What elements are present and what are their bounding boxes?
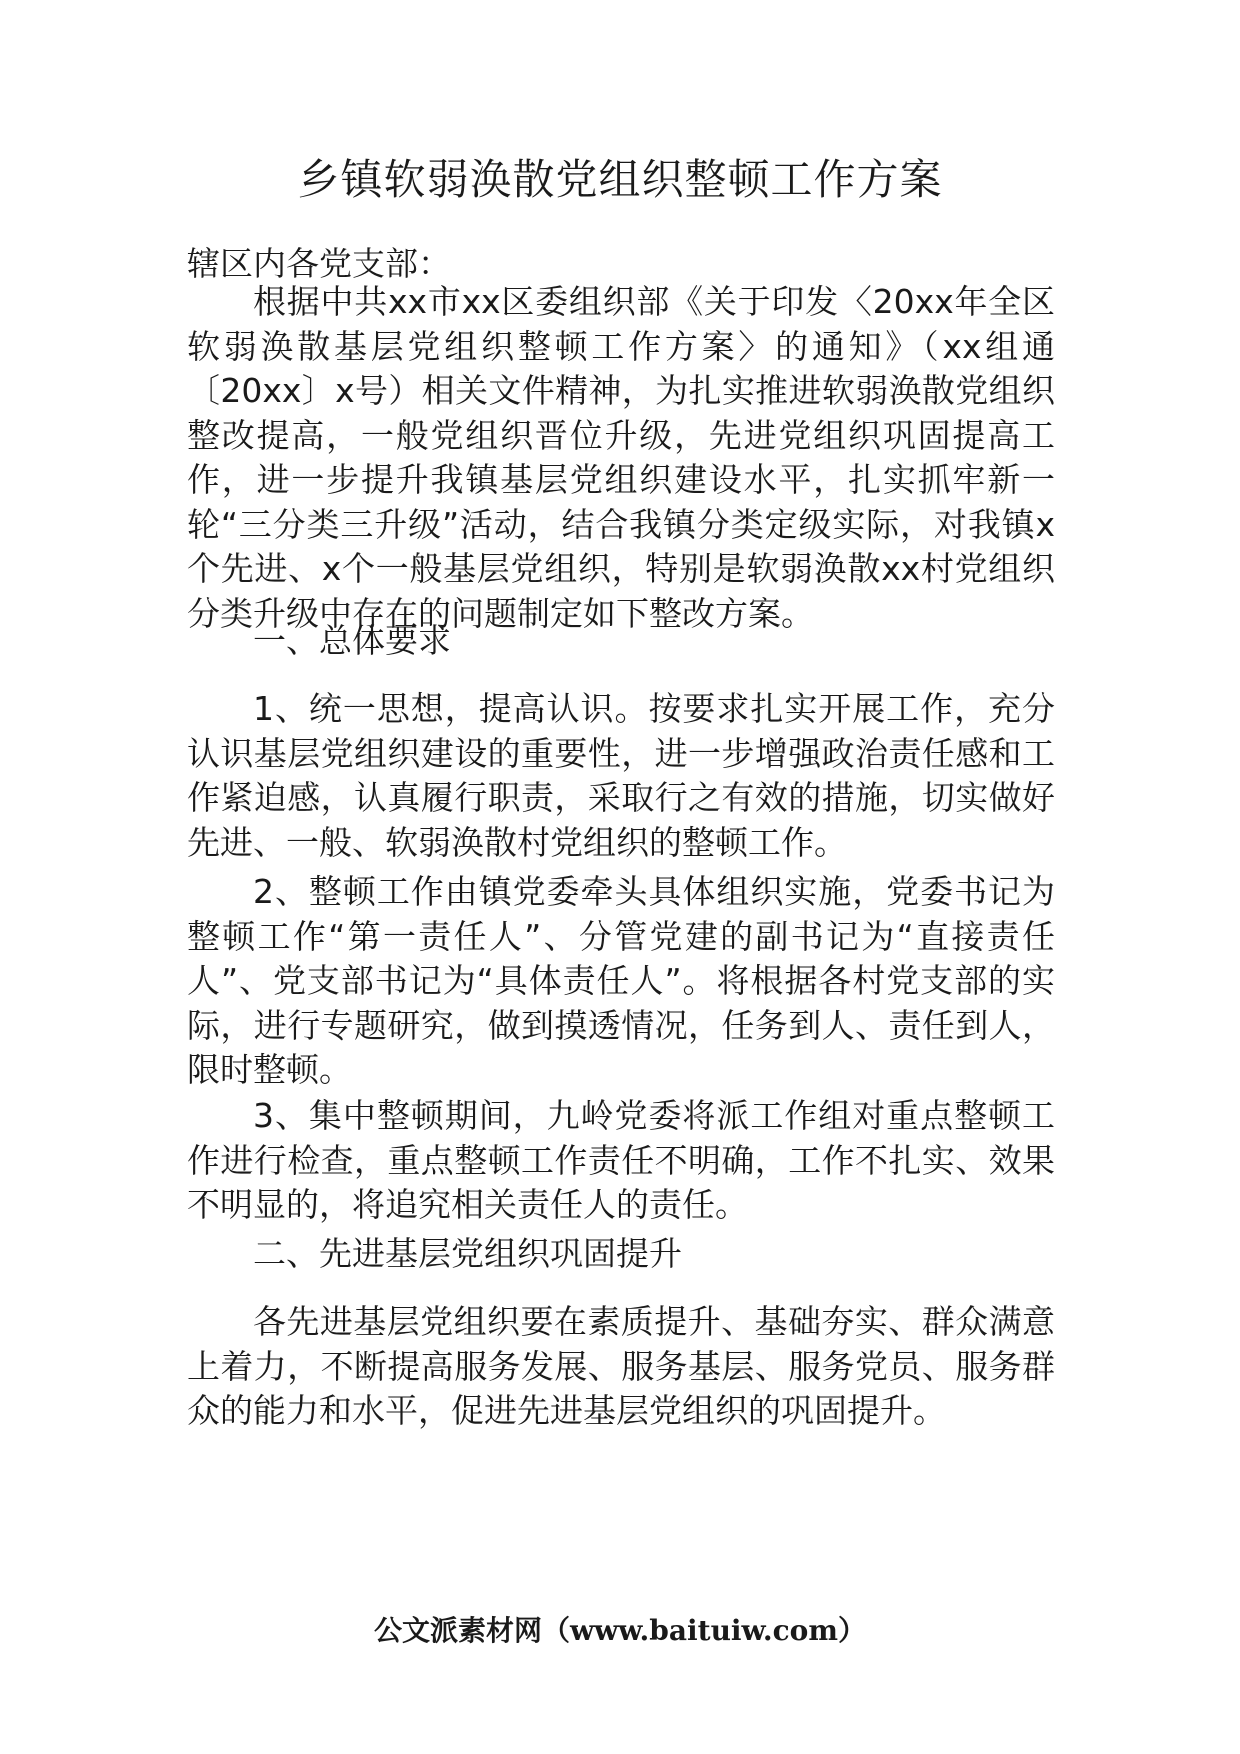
- document-title: 乡镇软弱涣散党组织整顿工作方案: [297, 155, 943, 204]
- salutation: 辖区内各党支部：: [187, 244, 451, 283]
- footer-watermark-text: 公文派素材网（www.baituiw.com）: [374, 1614, 866, 1647]
- intro-paragraph: 根据中共xx市xx区委组织部《关于印发〈20xx年全区软弱涣散基层党组织整顿工作方案〉的通知》（xx组通〔20xx〕x号）相关文件精神，为扎实推进软弱涣散党组织整改提高，一般党组织晋位升级，先进党组织巩固提高工作，进一步提升我镇基层党组织建设水平，扎实抓牢新一轮“三分类三升级”活动，结合我镇分类定级实际，对我镇x个先进、x个一般基层党组织，特别是软弱涣散xx村党组织分类升级中存在的问题制定如下整改方案。: [187, 282, 1055, 633]
- paragraph-advanced-organizations: 各先进基层党组织要在素质提升、基础夯实、群众满意上着力，不断提高服务发展、服务基层、服务党员、服务群众的能力和水平，促进先进基层党组织的巩固提升。: [187, 1302, 1055, 1430]
- paragraph-item-3: 3、集中整顿期间，九岭党委将派工作组对重点整顿工作进行检查，重点整顿工作责任不明确，工作不扎实、效果不明显的，将追究相关责任人的责任。: [187, 1096, 1055, 1224]
- paragraph-item-2: 2、整顿工作由镇党委牵头具体组织实施，党委书记为整顿工作“第一责任人”、分管党建的副书记为“直接责任人”、党支部书记为“具体责任人”。将根据各村党支部的实际，进行专题研究，做到摸透情况，任务到人、责任到人，限时整顿。: [187, 872, 1055, 1089]
- section-heading-general-requirements: 一、总体要求: [253, 621, 451, 660]
- section-heading-advanced-organizations: 二、先进基层党组织巩固提升: [253, 1234, 682, 1273]
- paragraph-item-1: 1、统一思想，提高认识。按要求扎实开展工作，充分认识基层党组织建设的重要性，进一步增强政治责任感和工作紧迫感，认真履行职责，采取行之有效的措施，切实做好先进、一般、软弱涣散村党组织的整顿工作。: [187, 689, 1055, 862]
